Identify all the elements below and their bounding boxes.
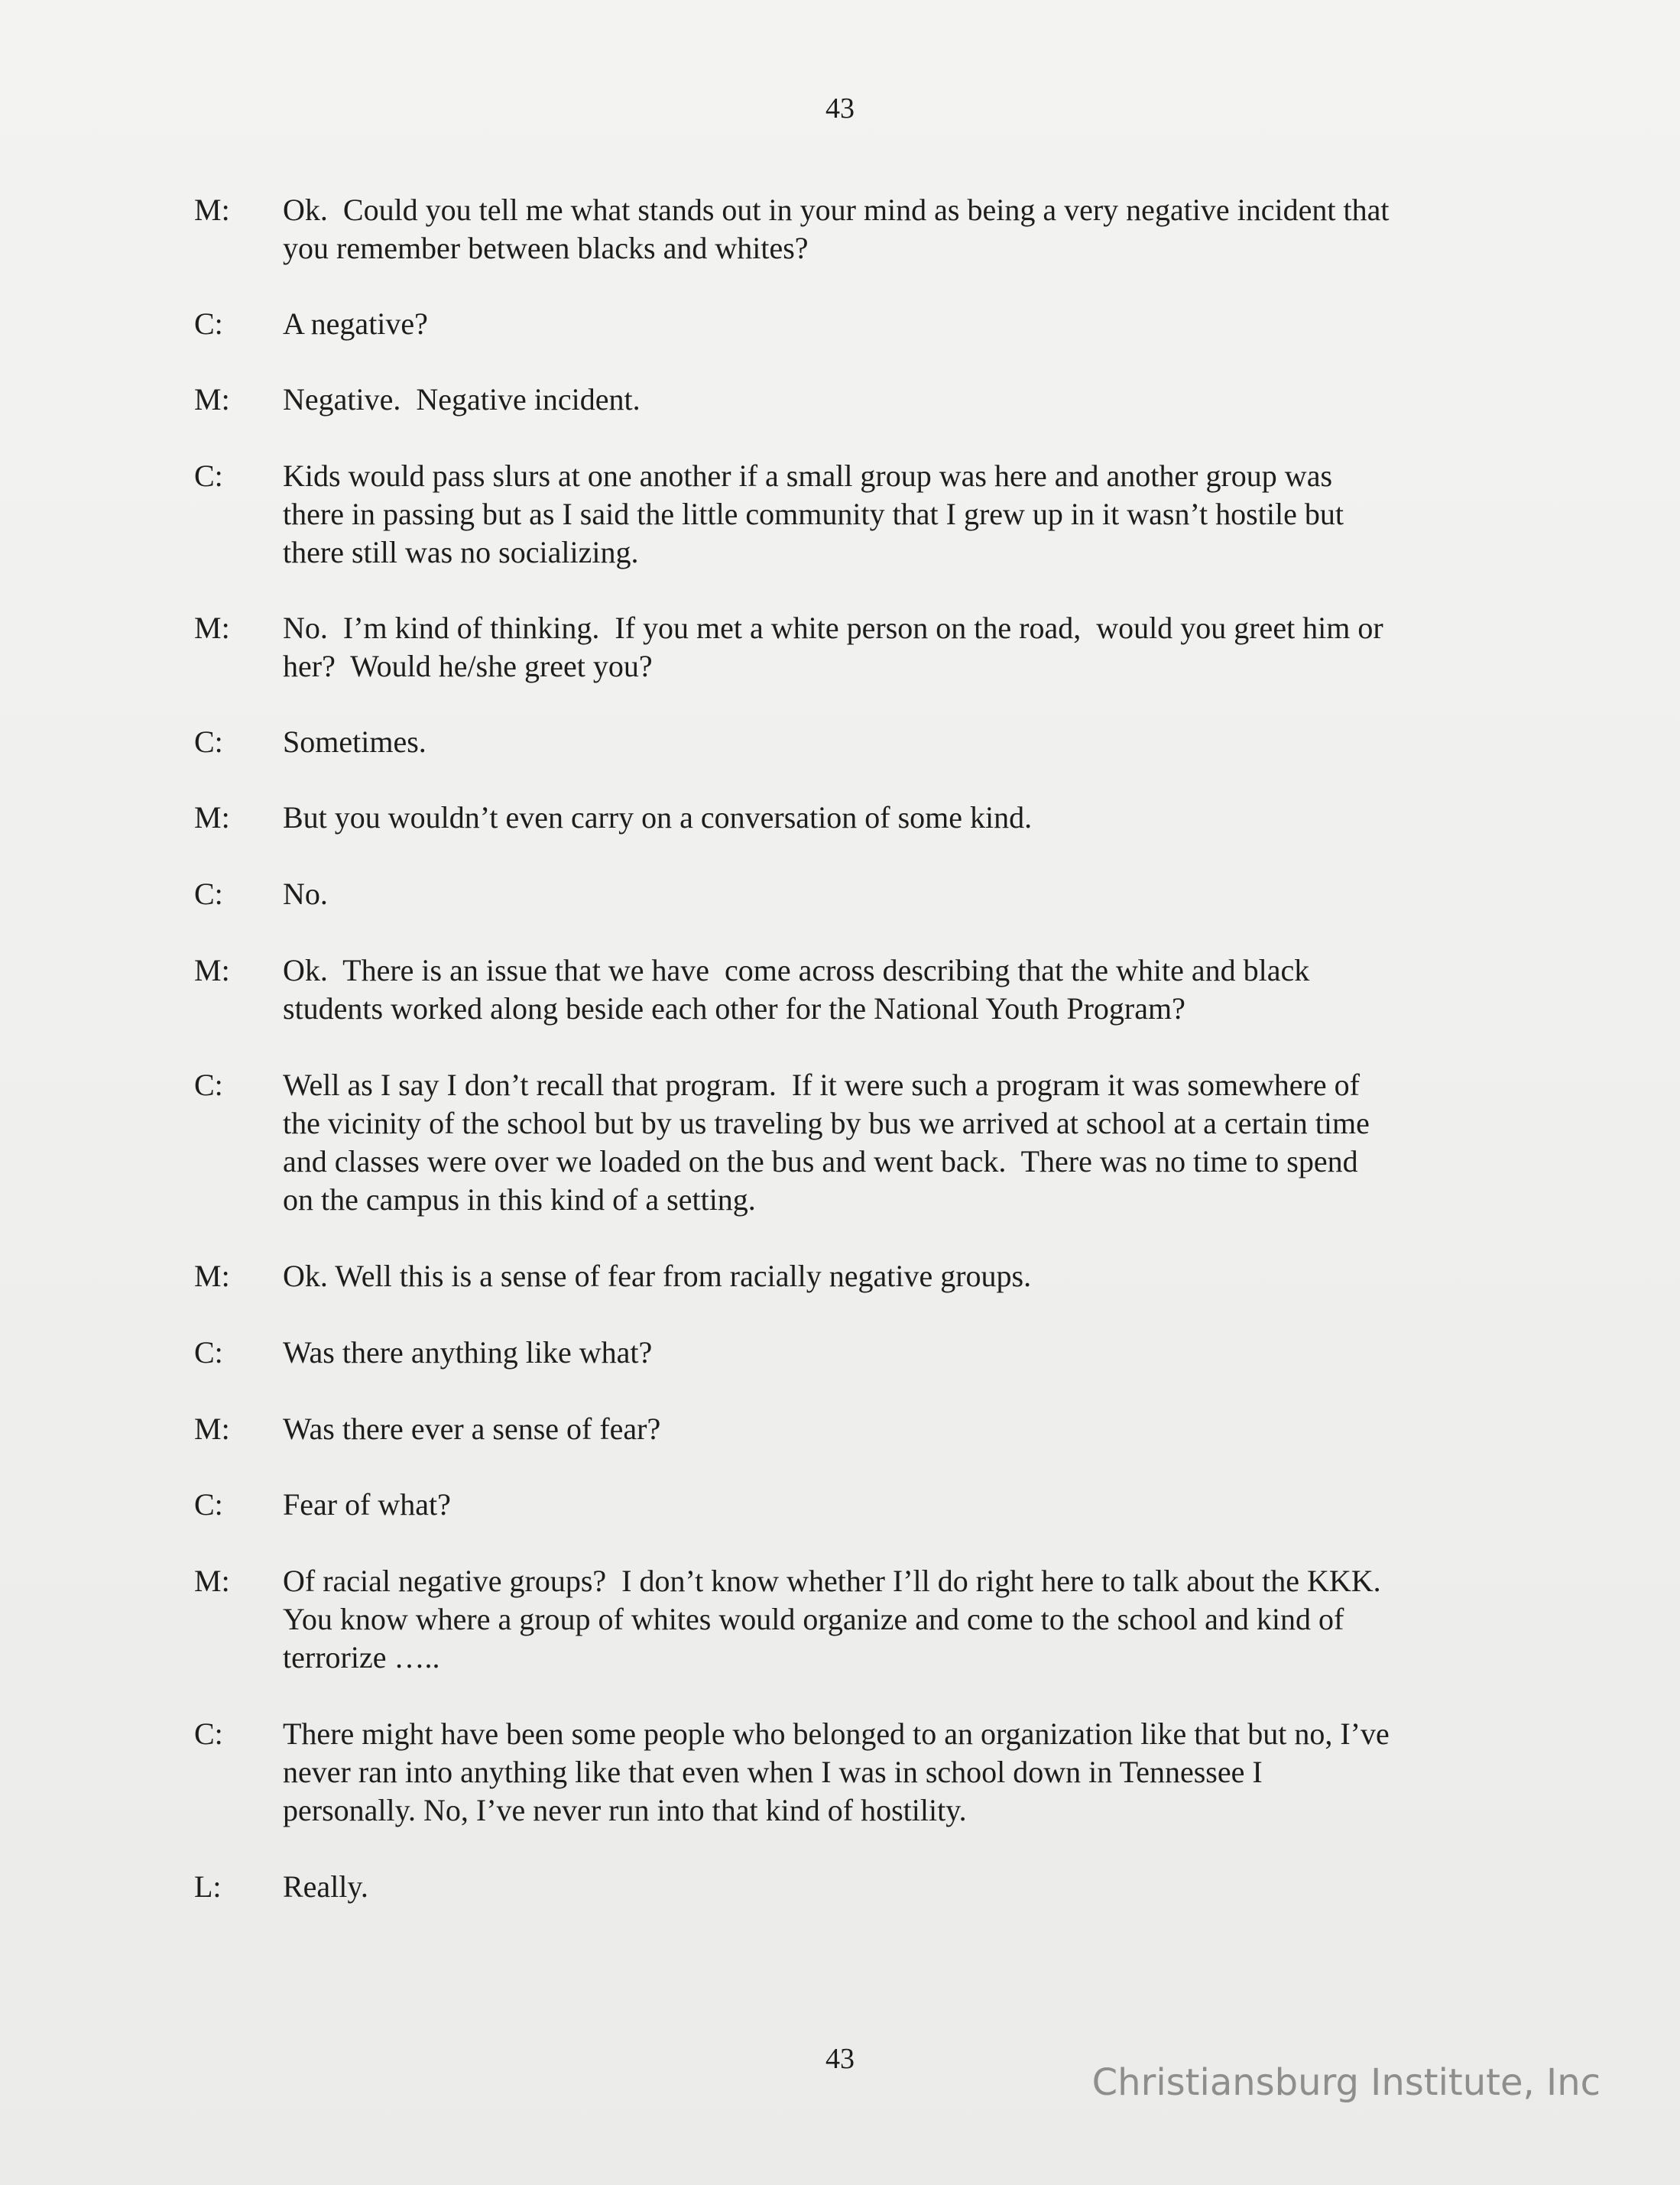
speaker-label: C: bbox=[194, 877, 223, 911]
entry-line: terrorize ….. bbox=[283, 1640, 440, 1674]
entry-line: Of racial negative groups? I don’t know whether I’ll do right here to talk about the KKK. bbox=[283, 1564, 1381, 1598]
entry-text bbox=[283, 191, 1567, 267]
entry-line: A negative? bbox=[283, 306, 428, 341]
entry-line: the vicinity of the school but by us traveling by bus we arrived at school at a certain time bbox=[283, 1106, 1370, 1140]
entry-line: Well as I say I don’t recall that program. If it were such a program it was somewhere of bbox=[283, 1068, 1360, 1102]
speaker-label: C: bbox=[194, 1717, 223, 1751]
entry-line: Fear of what? bbox=[283, 1487, 451, 1522]
entry-line: you remember between blacks and whites? bbox=[283, 231, 809, 265]
entry-text bbox=[283, 1410, 1567, 1448]
entry-text bbox=[283, 1715, 1567, 1830]
speaker-label: C: bbox=[194, 1487, 223, 1522]
speaker-label: C: bbox=[194, 306, 223, 341]
entry-line: her? Would he/she greet you? bbox=[283, 649, 653, 683]
entry-line: Ok. There is an issue that we have come across describing that the white and black bbox=[283, 953, 1310, 987]
entry-text bbox=[283, 381, 1567, 419]
entry-line: students worked along beside each other for the National Youth Program? bbox=[283, 991, 1185, 1026]
entry-line: No. bbox=[283, 877, 328, 911]
entry-line: there in passing but as I said the little community that I grew up in it wasn’t hostile but bbox=[283, 497, 1344, 531]
entry-text bbox=[283, 1486, 1567, 1524]
entry-text bbox=[283, 799, 1567, 837]
entry-line: No. I’m kind of thinking. If you met a white person on the road, would you greet him or bbox=[283, 611, 1383, 645]
speaker-label: M: bbox=[194, 800, 230, 835]
page-number-top: 43 bbox=[825, 92, 855, 125]
entry-line: There might have been some people who belonged to an organization like that but no, I’ve bbox=[283, 1717, 1390, 1751]
entry-text bbox=[283, 875, 1567, 913]
entry-text bbox=[283, 1334, 1567, 1372]
entry-line: Ok. Well this is a sense of fear from racially negative groups. bbox=[283, 1259, 1032, 1293]
entry-text bbox=[283, 951, 1567, 1028]
watermark: Christiansburg Institute, Inc bbox=[1091, 2061, 1601, 2104]
entry-text bbox=[283, 609, 1567, 686]
entry-text bbox=[283, 305, 1567, 343]
speaker-label: M: bbox=[194, 1412, 230, 1446]
speaker-label: C: bbox=[194, 1068, 223, 1102]
entry-text bbox=[283, 457, 1567, 572]
entry-line: But you wouldn’t even carry on a conversation of some kind. bbox=[283, 800, 1033, 835]
speaker-label: M: bbox=[194, 1564, 230, 1598]
speaker-label: M: bbox=[194, 953, 230, 987]
entry-line: Ok. Could you tell me what stands out in your mind as being a very negative incident that bbox=[283, 193, 1390, 227]
speaker-label: M: bbox=[194, 611, 230, 645]
entry-text bbox=[283, 723, 1567, 761]
entry-line: Was there anything like what? bbox=[283, 1335, 653, 1370]
entry-line: never ran into anything like that even when I was in school down in Tennessee I bbox=[283, 1755, 1263, 1789]
entry-line: there still was no socializing. bbox=[283, 535, 639, 569]
entry-line: You know where a group of whites would organize and come to the school and kind of bbox=[283, 1602, 1344, 1636]
entry-line: personally. No, I’ve never run into that kind of hostility. bbox=[283, 1793, 967, 1827]
entry-line: Sometimes. bbox=[283, 725, 426, 759]
entry-line: Kids would pass slurs at one another if a small group was here and another group was bbox=[283, 459, 1333, 493]
speaker-label: L: bbox=[194, 1869, 222, 1904]
speaker-label: M: bbox=[194, 382, 230, 417]
entry-text bbox=[283, 1066, 1567, 1219]
entry-line: on the campus in this kind of a setting. bbox=[283, 1182, 756, 1217]
speaker-label: M: bbox=[194, 193, 230, 227]
entry-line: Really. bbox=[283, 1869, 368, 1904]
speaker-label: C: bbox=[194, 1335, 223, 1370]
speaker-label: M: bbox=[194, 1259, 230, 1293]
page-number-bottom: 43 bbox=[825, 2043, 855, 2075]
speaker-label: C: bbox=[194, 459, 223, 493]
entry-line: Was there ever a sense of fear? bbox=[283, 1412, 661, 1446]
entry-text bbox=[283, 1257, 1567, 1295]
entry-text bbox=[283, 1868, 1567, 1906]
entry-line: and classes were over we loaded on the bus and went back. There was no time to spend bbox=[283, 1144, 1358, 1178]
speaker-label: C: bbox=[194, 725, 223, 759]
entry-text bbox=[283, 1562, 1567, 1677]
entry-line: Negative. Negative incident. bbox=[283, 382, 641, 417]
